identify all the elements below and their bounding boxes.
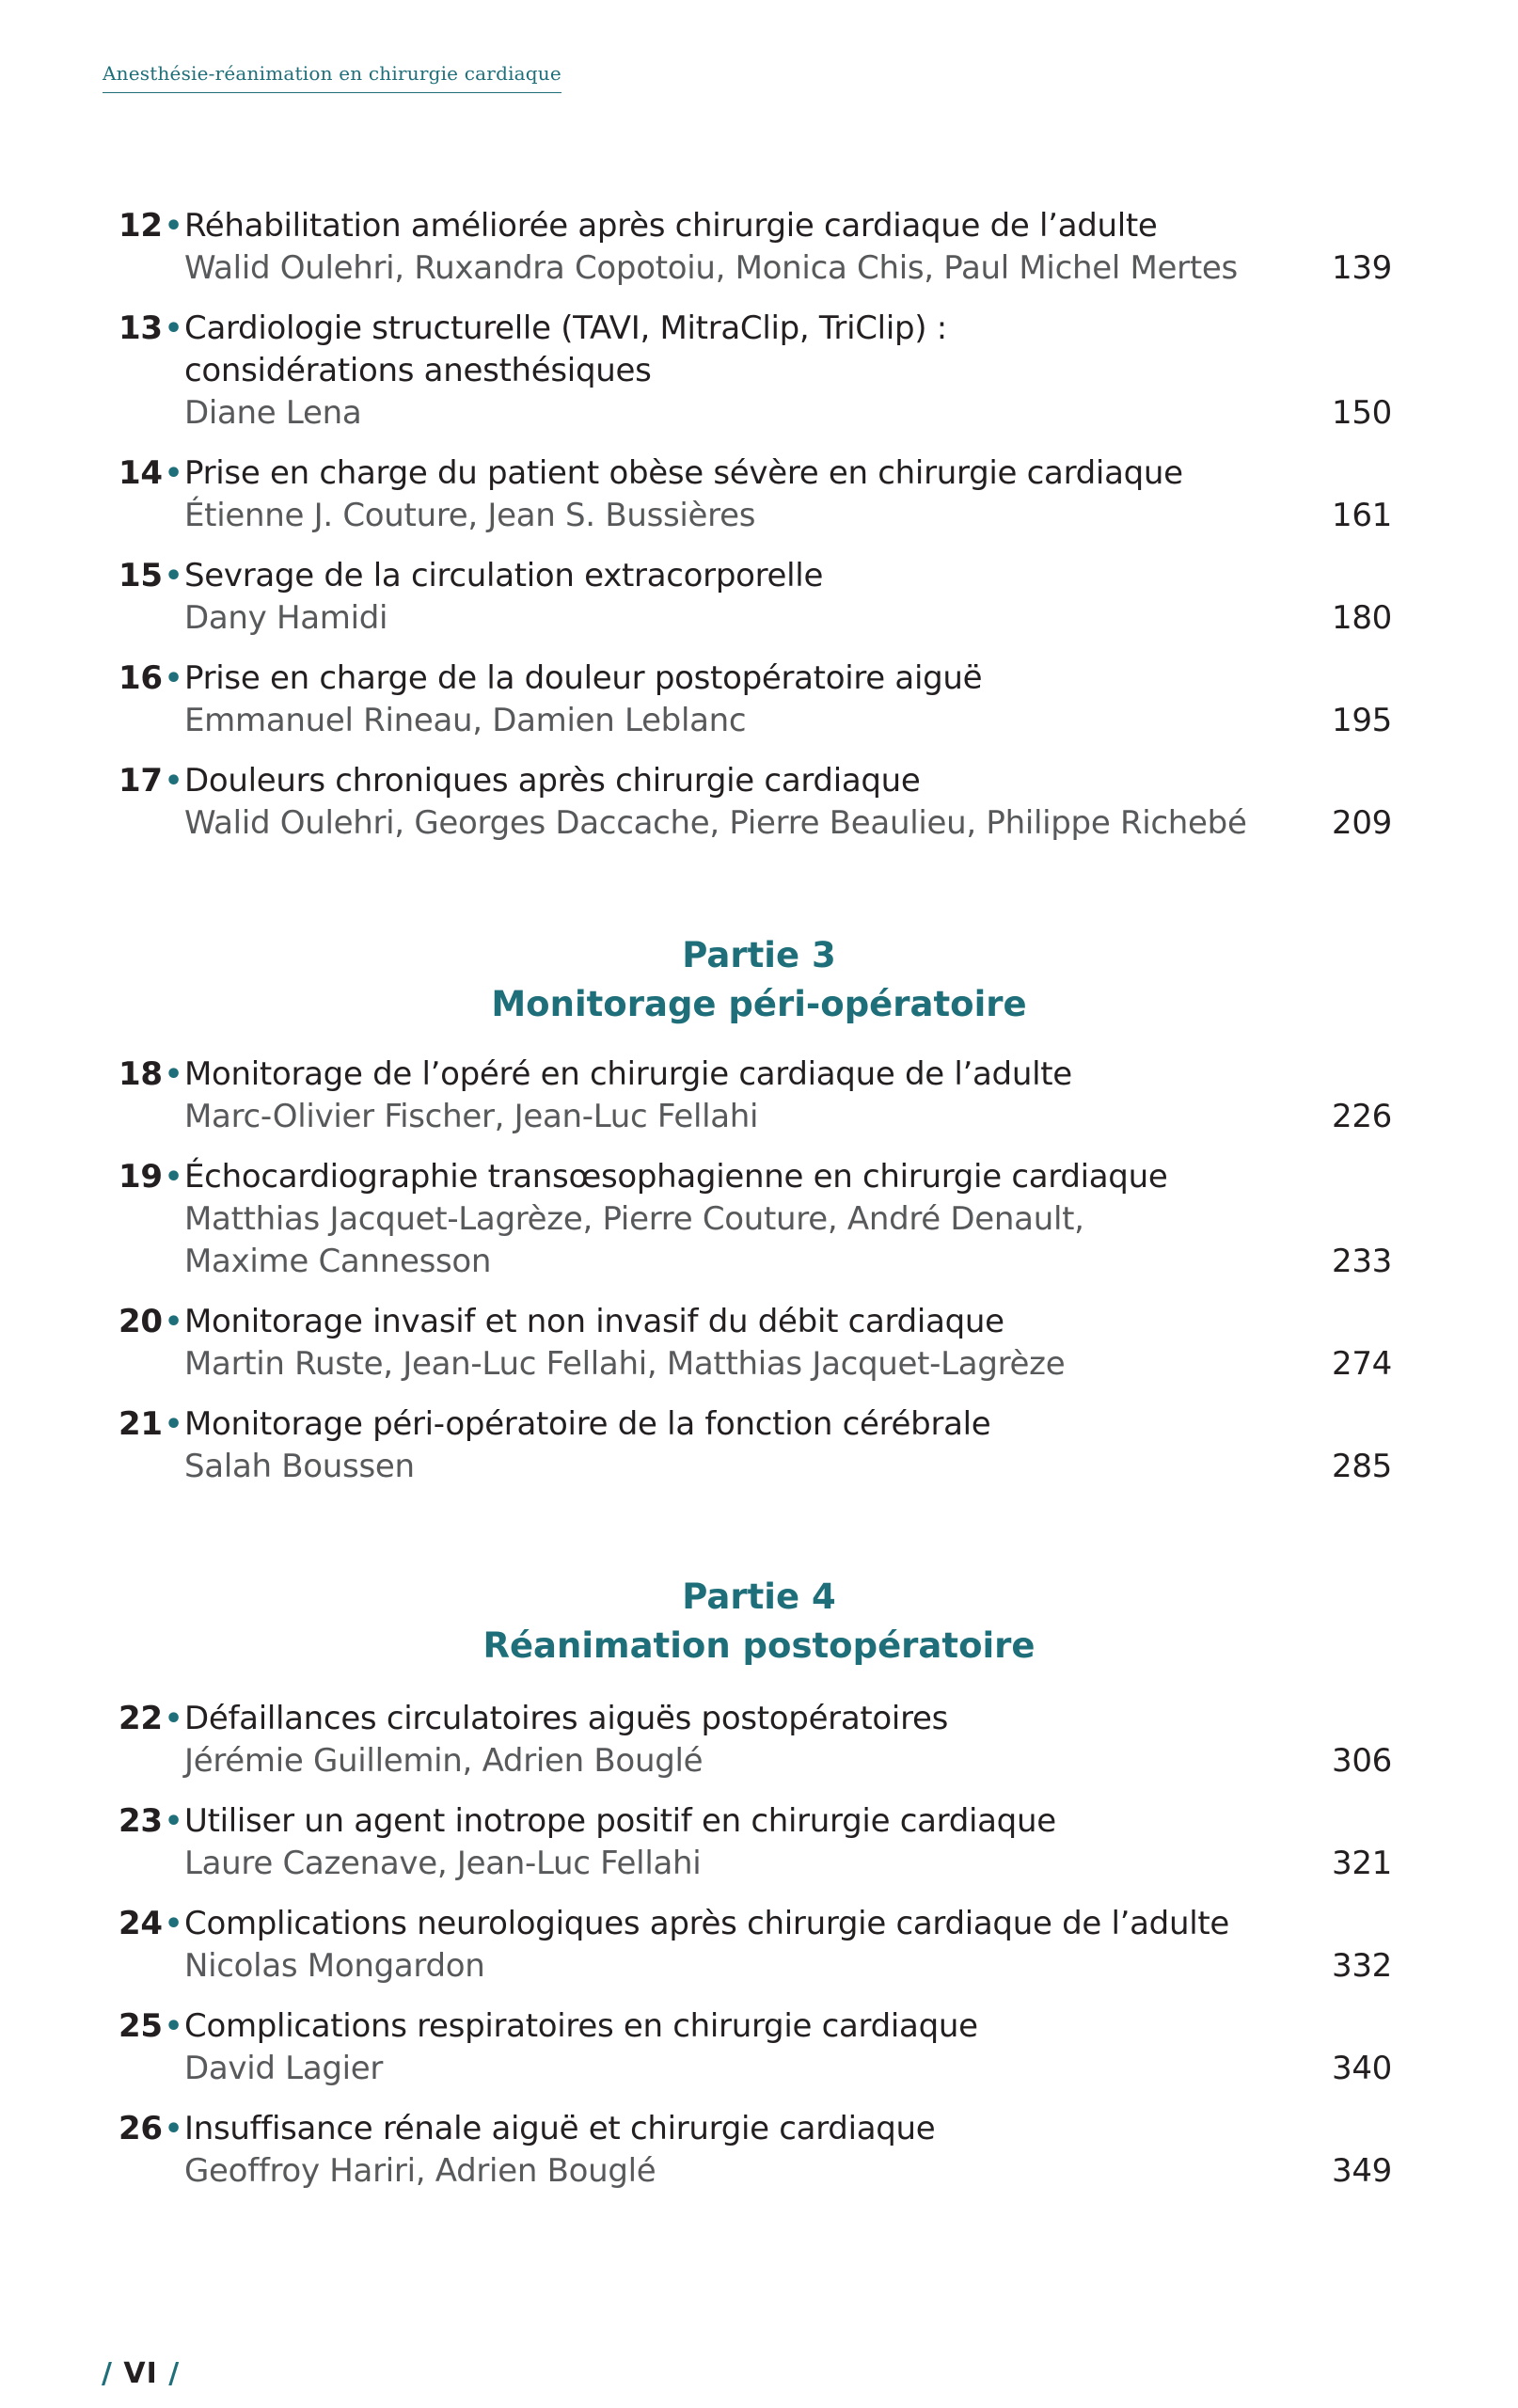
part4-title: Réanimation postopératoire bbox=[482, 1625, 1036, 1666]
page-number: 161 bbox=[1332, 497, 1392, 534]
chapter-authors: Walid Oulehri, Georges Daccache, Pierre Beaulieu, Philippe Richebé bbox=[184, 804, 1247, 842]
toc-entry-title-line bbox=[0, 205, 1518, 247]
part3-heading bbox=[0, 931, 1518, 1029]
page-number: 150 bbox=[1332, 394, 1392, 432]
chapter-title: Complications respiratoires en chirurgie cardiaque bbox=[184, 2007, 978, 2045]
chapter-authors: Marc-Olivier Fischer, Jean-Luc Fellahi bbox=[184, 1098, 759, 1135]
toc-entry-title-line bbox=[0, 2108, 1518, 2150]
folio-slash-right: / bbox=[168, 2357, 181, 2390]
chapter-authors: Nicolas Mongardon bbox=[184, 1947, 485, 1985]
chapter-title: Douleurs chroniques après chirurgie cardiaque bbox=[184, 762, 921, 800]
chapter-title: Défaillances circulatoires aiguës postopératoires bbox=[184, 1700, 949, 1737]
chapter-authors: Martin Ruste, Jean-Luc Fellahi, Matthias Jacquet-Lagrèze bbox=[184, 1345, 1066, 1383]
toc-entry bbox=[0, 452, 1518, 537]
page-number: 349 bbox=[1332, 2152, 1392, 2190]
chapter-number: 19 bbox=[119, 1158, 163, 1196]
chapter-authors: Emmanuel Rineau, Damien Leblanc bbox=[184, 702, 747, 739]
bullet-icon: • bbox=[165, 1703, 182, 1735]
toc-entry-title-line bbox=[0, 1156, 1518, 1198]
toc-entry bbox=[0, 1156, 1518, 1283]
page-number: 340 bbox=[1332, 2050, 1392, 2087]
page-number: 332 bbox=[1332, 1947, 1392, 1985]
chapter-title: Utiliser un agent inotrope positif en chirurgie cardiaque bbox=[184, 1802, 1056, 1840]
bullet-icon: • bbox=[165, 210, 182, 243]
page-number: 209 bbox=[1332, 804, 1392, 842]
bullet-icon: • bbox=[165, 1408, 182, 1441]
toc-entry-title-line bbox=[0, 1403, 1518, 1446]
chapter-number: 26 bbox=[119, 2110, 163, 2147]
toc-entry-author-line bbox=[0, 700, 1518, 742]
toc-entry-title-line bbox=[0, 1054, 1518, 1096]
toc-entry bbox=[0, 1301, 1518, 1386]
toc-entry-author-line bbox=[0, 2048, 1518, 2090]
chapter-authors: Jérémie Guillemin, Adrien Bouglé bbox=[184, 1742, 704, 1780]
toc-entry bbox=[0, 657, 1518, 742]
page-number: 274 bbox=[1332, 1345, 1392, 1383]
chapter-authors: Dany Hamidi bbox=[184, 599, 388, 637]
chapter-title: Insuffisance rénale aiguë et chirurgie cardiaque bbox=[184, 2110, 936, 2147]
toc-entry-author-line bbox=[0, 2150, 1518, 2193]
toc-entry bbox=[0, 2005, 1518, 2090]
toc-entry bbox=[0, 205, 1518, 290]
bullet-icon: • bbox=[165, 1058, 182, 1091]
toc-entry-title-line bbox=[0, 2005, 1518, 2048]
part4-label: Partie 4 bbox=[682, 1576, 836, 1617]
toc-entry bbox=[0, 1698, 1518, 1782]
toc-block-part2 bbox=[0, 205, 1518, 845]
chapter-number: 14 bbox=[119, 454, 163, 492]
toc-entry bbox=[0, 555, 1518, 640]
toc-entry-title-line bbox=[0, 657, 1518, 700]
chapter-title: Monitorage invasif et non invasif du débit cardiaque bbox=[184, 1303, 1004, 1340]
page-number: 226 bbox=[1332, 1098, 1392, 1135]
chapter-title: Monitorage péri-opératoire de la fonction cérébrale bbox=[184, 1405, 991, 1443]
toc-entry-author-line bbox=[0, 802, 1518, 845]
page-number: 139 bbox=[1332, 249, 1392, 287]
toc-entry-author-line bbox=[0, 1343, 1518, 1386]
bullet-icon: • bbox=[165, 1161, 182, 1194]
chapter-authors: Salah Boussen bbox=[184, 1448, 415, 1485]
part3-title: Monitorage péri-opératoire bbox=[491, 984, 1027, 1024]
bullet-icon: • bbox=[165, 1805, 182, 1838]
toc-entry-author-line bbox=[0, 1096, 1518, 1138]
bullet-icon: • bbox=[165, 765, 182, 798]
toc-entry bbox=[0, 1403, 1518, 1488]
toc-entry-author-line bbox=[0, 1446, 1518, 1488]
chapter-number: 24 bbox=[119, 1905, 163, 1942]
chapter-authors: Geoffroy Hariri, Adrien Bouglé bbox=[184, 2152, 656, 2190]
toc-entry bbox=[0, 760, 1518, 845]
page-number: 321 bbox=[1332, 1845, 1392, 1882]
toc-block-part4 bbox=[0, 1698, 1518, 2193]
part4-heading bbox=[0, 1573, 1518, 1671]
chapter-authors: Matthias Jacquet-Lagrèze, Pierre Couture, André Denault, bbox=[184, 1200, 1084, 1238]
chapter-authors: Laure Cazenave, Jean-Luc Fellahi bbox=[184, 1845, 702, 1882]
chapter-title: considérations anesthésiques bbox=[184, 352, 652, 389]
chapter-number: 20 bbox=[119, 1303, 163, 1340]
chapter-number: 22 bbox=[119, 1700, 163, 1737]
folio-page-number: VI bbox=[123, 2357, 158, 2390]
chapter-number: 23 bbox=[119, 1802, 163, 1840]
chapter-title: Monitorage de l’opéré en chirurgie cardiaque de l’adulte bbox=[184, 1055, 1072, 1093]
page-number: 180 bbox=[1332, 599, 1392, 637]
page-number: 195 bbox=[1332, 702, 1392, 739]
toc-entry-title-line bbox=[0, 1903, 1518, 1945]
toc-entry-author-line bbox=[0, 392, 1518, 435]
bullet-icon: • bbox=[165, 1306, 182, 1339]
toc-entry-title-line bbox=[0, 350, 1518, 392]
chapter-number: 13 bbox=[119, 309, 163, 347]
toc-entry-author-line bbox=[0, 1740, 1518, 1782]
toc-entry-title-line bbox=[0, 452, 1518, 495]
chapter-number: 15 bbox=[119, 557, 163, 594]
chapter-number: 12 bbox=[119, 207, 163, 245]
toc-entry-title-line bbox=[0, 760, 1518, 802]
toc-entry-title-line bbox=[0, 1698, 1518, 1740]
bullet-icon: • bbox=[165, 2113, 182, 2146]
toc-entry bbox=[0, 2108, 1518, 2193]
toc-entry-title-line bbox=[0, 1301, 1518, 1343]
chapter-title: Échocardiographie transœsophagienne en chirurgie cardiaque bbox=[184, 1158, 1168, 1196]
bullet-icon: • bbox=[165, 2010, 182, 2043]
chapter-number: 18 bbox=[119, 1055, 163, 1093]
toc-entry bbox=[0, 1054, 1518, 1138]
chapter-title: Cardiologie structurelle (TAVI, MitraClip, TriClip) : bbox=[184, 309, 947, 347]
chapter-title: Sevrage de la circulation extracorporelle bbox=[184, 557, 824, 594]
bullet-icon: • bbox=[165, 1908, 182, 1941]
chapter-authors: Diane Lena bbox=[184, 394, 362, 432]
toc-entry-author-line bbox=[0, 1843, 1518, 1885]
toc-entry bbox=[0, 1903, 1518, 1988]
page-number: 285 bbox=[1332, 1448, 1392, 1485]
chapter-title: Complications neurologiques après chirurgie cardiaque de l’adulte bbox=[184, 1905, 1230, 1942]
folio-slash-left: / bbox=[102, 2357, 113, 2390]
bullet-icon: • bbox=[165, 457, 182, 490]
toc-entry-author-line bbox=[0, 1198, 1518, 1241]
chapter-number: 25 bbox=[119, 2007, 163, 2045]
page-number: 233 bbox=[1332, 1243, 1392, 1280]
toc-entry-author-line bbox=[0, 495, 1518, 537]
toc-entry-author-line bbox=[0, 597, 1518, 640]
toc-entry bbox=[0, 308, 1518, 435]
part3-label: Partie 3 bbox=[682, 935, 836, 975]
chapter-authors: Walid Oulehri, Ruxandra Copotoiu, Monica Chis, Paul Michel Mertes bbox=[184, 249, 1238, 287]
toc-block-part3 bbox=[0, 1054, 1518, 1488]
chapter-number: 16 bbox=[119, 659, 163, 697]
chapter-authors: David Lagier bbox=[184, 2050, 384, 2087]
chapter-number: 21 bbox=[119, 1405, 163, 1443]
chapter-title: Prise en charge du patient obèse sévère en chirurgie cardiaque bbox=[184, 454, 1183, 492]
toc-entry-author-line bbox=[0, 1945, 1518, 1988]
bullet-icon: • bbox=[165, 662, 182, 695]
toc-entry-title-line bbox=[0, 555, 1518, 597]
chapter-number: 17 bbox=[119, 762, 163, 800]
bullet-icon: • bbox=[165, 560, 182, 593]
chapter-title: Réhabilitation améliorée après chirurgie cardiaque de l’adulte bbox=[184, 207, 1158, 245]
toc-entry-title-line bbox=[0, 1800, 1518, 1843]
toc-entry-author-line bbox=[0, 1241, 1518, 1283]
chapter-authors: Étienne J. Couture, Jean S. Bussières bbox=[184, 497, 756, 534]
chapter-title: Prise en charge de la douleur postopératoire aiguë bbox=[184, 659, 983, 697]
chapter-authors: Maxime Cannesson bbox=[184, 1243, 492, 1280]
toc-entry-author-line bbox=[0, 247, 1518, 290]
toc-entry bbox=[0, 1800, 1518, 1885]
toc-entry-title-line bbox=[0, 308, 1518, 350]
page-number: 306 bbox=[1332, 1742, 1392, 1780]
bullet-icon: • bbox=[165, 312, 182, 345]
running-head: Anesthésie-réanimation en chirurgie cardiaque bbox=[103, 62, 561, 93]
page-folio bbox=[102, 2357, 180, 2390]
